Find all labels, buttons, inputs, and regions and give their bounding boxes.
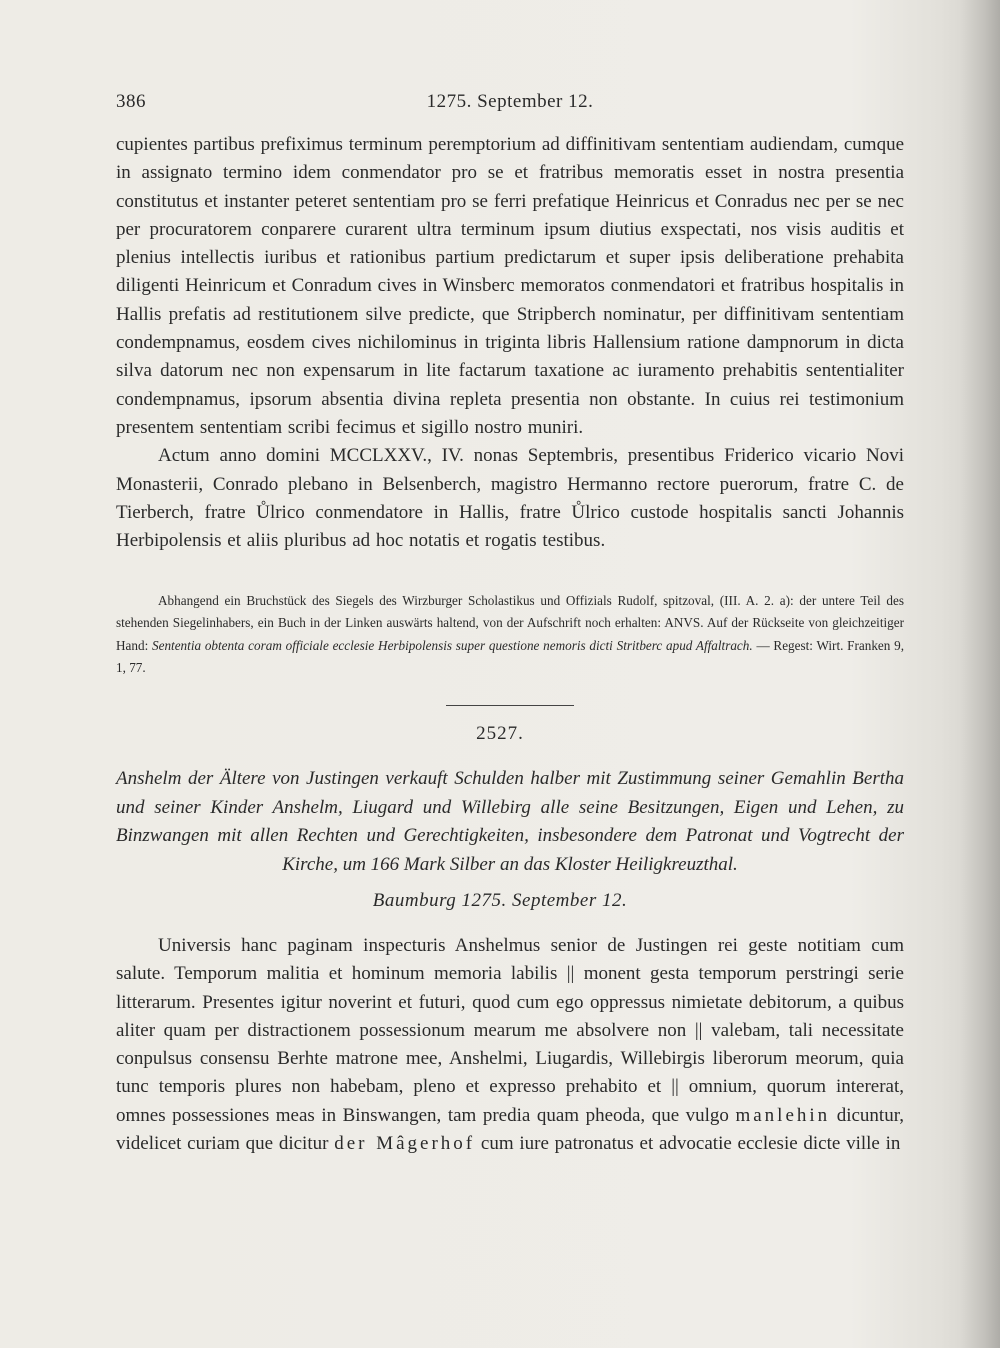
charter-continuation — [116, 131, 904, 555]
charter-text-part-3: cum iure patronatus et advocatie ecclesie dicte ville in — [480, 1133, 901, 1155]
editorial-notes — [116, 590, 904, 680]
regest-reference: — Regest: Wirt. Franken 9, 1, 77. — [116, 637, 905, 676]
document-summary: Anshelm der Ältere von Justingen verkauft Schulden halber mit Zustimmung seiner Gemahlin Bertha und seiner Kinder Anshelm, Liugard und Willebirg alle seine Besitzungen, Eigen und Lehen, zu Binzwangen mit allen Rechten und Gerechtigkeiten, insbesondere dem Patronat und Vogtrecht der Kirche, um 166 Mark Silber an das Kloster Heiligkreuzthal. — [116, 768, 904, 876]
document-number: 2527. — [476, 723, 524, 744]
place-date-line: Baumburg 1275. September 12. — [372, 890, 628, 911]
running-header — [116, 91, 904, 117]
charter-text-paragraph — [116, 932, 904, 1158]
charter-text-part-2: dicuntur, videlicet curiam que dicitur — [116, 1104, 905, 1155]
dorsal-note: Sententia obtenta coram officiale ecclesie Herbipolensis super questione nemoris dicti Stritberc apud Affaltrach. — [152, 637, 753, 653]
page-number: 386 — [116, 91, 146, 112]
charter-text-part-1: Universis hanc paginam inspecturis Anshelmus senior de Justingen rei geste notitiam cum salute. Temporum malitia et hominum memoria labilis || monent gesta temporum perstringi serie litterarum. Presentes igitur noverint et futuri, quod cum ego oppressus nimietate debitorum, a quibus aliter quam per distractionem possessionum mearum me absolvere non || valebam, tali necessitate conpulsus consensu Berhte matrone mee, Anshelmi, Liugardis, Willebirgis liberorum meorum, quia tunc temporis plures non habebam, pleno et expresso prehabito et || omnium, quorum intererat, omnes possessiones meas in Binswangen, tam predia quam pheoda, que vulgo — [116, 935, 904, 1126]
running-header-date: 1275. September 12. — [426, 91, 594, 112]
section-divider — [446, 705, 574, 706]
charter-text — [116, 932, 904, 1158]
spaced-term-manlehin: manlehin — [735, 1104, 831, 1126]
charter-paragraph: cupientes partibus prefiximus terminum peremptorium ad diffinitivam sententiam audiendam, cumque in assignato termino idem conmendator pro se et fratribus memoratis esset in nostra presentia constitutus et instanter peteret sententiam pro se ferri prefatique Heinricus et Conradus nec per se nec per procuratorem conparere curarent ultra terminum ipsum diutius exspectati, nos visis auditis et plenius intellectis iuribus et rationibus partium predictarum et super ipsis deliberatione prehabita diligenti Heinricum et Conradum cives in Winsberc memoratos conmendatori et fratribus hospitalis in Hallis prefatis ad restitutionem silve predicte, que Stripberch nominatur, per diffinitivam sententiam condempnamus, eosdem cives nichilominus in triginta libris Hallensium ratione dampnorum in dicta silva datorum nec non expensarum in lite factarum taxatione ac iuramento prehabitis sententialiter condempnamus, ipsorum absentia divina repleta presentia non obstante. In cuius rei testimonium presentem sententiam scribi fecimus et sigillo nostro muniri. — [116, 134, 904, 438]
spaced-term-magerhof: der Mâgerhof — [334, 1133, 476, 1155]
seal-note-paragraph — [116, 590, 904, 680]
page-edge-shadow — [960, 0, 1000, 1348]
charter-actum-paragraph: Actum anno domini MCCLXXV., IV. nonas Septembris, presentibus Friderico vicario Novi Monasterii, Conrado plebano in Belsenberch, magistro Hermanno rectore puerorum, fratre C. de Tierberch, fratre Ůlrico conmendatore in Hallis, fratre Ůlrico custode hospitalis sancti Johannis Herbipolensis et aliis pluribus ad hoc notatis et rogatis testibus. — [116, 445, 904, 552]
seal-note: Abhangend ein Bruchstück des Siegels des Wirzburger Scholastikus und Offizials Rudolf, spitzoval, (III. A. 2. a): der untere Teil des stehenden Siegelinhabers, ein Buch in der Linken auswärts haltend, von der Aufschrift noch erhalten: ANVS. Auf der Rückseite von gleichzeitiger Hand: — [116, 593, 904, 653]
